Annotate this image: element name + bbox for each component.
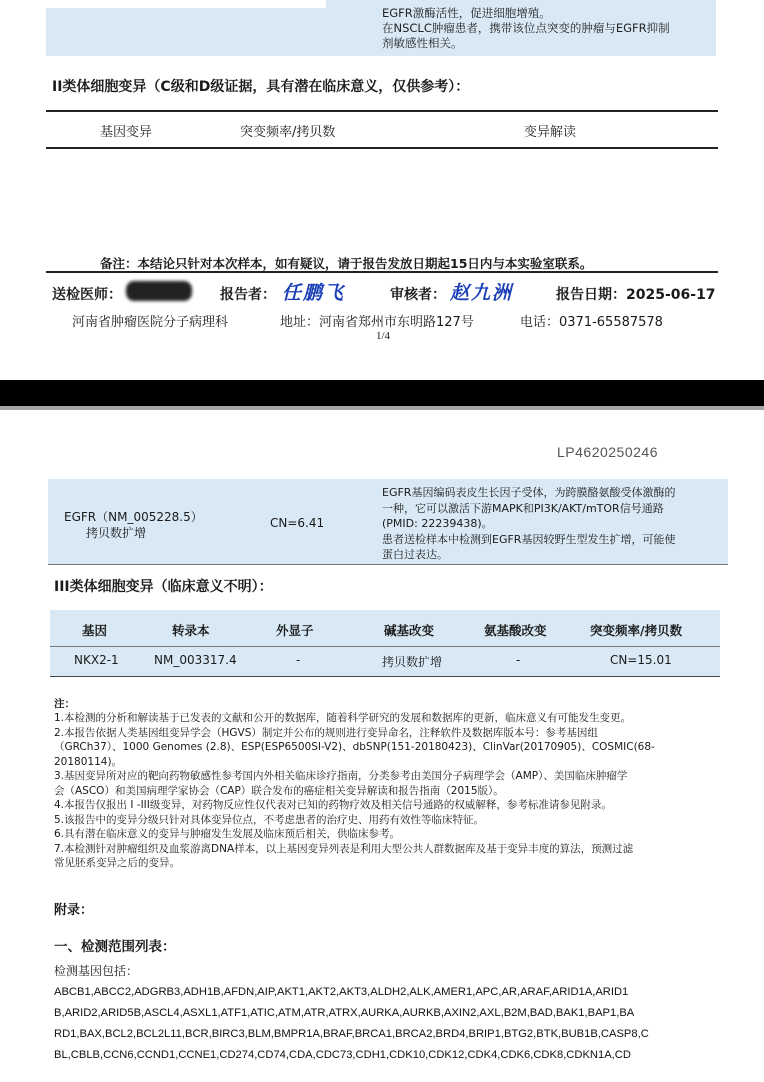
disclaimer: 备注：本结论只针对本次样本，如有疑议，请于报告发放日期起15日内与本实验室联系。 bbox=[100, 256, 593, 271]
list-title: 一、检测范围列表： bbox=[54, 939, 176, 955]
note-line: 2.本报告依据人类基因组变异学会（HGVS）制定并公布的规则进行变异命名，注释软件及数据库版本号：参考基因组 bbox=[54, 726, 598, 739]
section2-header-gene: 基因变异 bbox=[100, 125, 153, 140]
page-separator-shadow bbox=[0, 406, 764, 410]
note-line: 3.基因变异所对应的靶向药物敏感性参考国内外相关临床诊疗指南，分类参考由美国分子病理学会（AMP）、美国临床肿瘤学 bbox=[54, 770, 628, 782]
s3-cell-exon: - bbox=[296, 653, 301, 667]
signature-rule bbox=[46, 271, 718, 273]
section3-mid-rule bbox=[50, 646, 720, 647]
reviewer-signature: 赵九洲 bbox=[450, 282, 514, 304]
redacted-doctor-name bbox=[126, 281, 192, 301]
egfr-value: CN=6.41 bbox=[270, 516, 325, 530]
note-line: 4.本报告仅报出 I -III级变异，对药物反应性仅代表对已知的药物疗效及相关信号通路的权威解释，参考标准请参见附录。 bbox=[54, 799, 612, 811]
egfr-interp-line: 一种，它可以激活下游MAPK和PI3K/AKT/mTOR信号通路 bbox=[382, 501, 664, 515]
note-line: 20180114)。 bbox=[54, 755, 123, 768]
list-intro: 检测基因包括： bbox=[54, 964, 139, 978]
gene-list bbox=[54, 982, 734, 1066]
section3-title: III类体细胞变异（临床意义不明）： bbox=[54, 579, 273, 595]
gene-list-line: B,ARID2,ARID5B,ASCL4,ASXL1,ATF1,ATIC,ATM,ATR,ATRX,AURKA,AURKB,AXIN2,AXL,B2M,BAD,BAK1,BAP1,BA bbox=[54, 1007, 635, 1019]
doctor-label: 送检医师： bbox=[52, 287, 122, 303]
s3-header-base: 碱基改变 bbox=[384, 623, 435, 638]
section2-header-freq: 突变频率/拷贝数 bbox=[240, 125, 336, 140]
s3-header-aa: 氨基酸改变 bbox=[484, 623, 547, 638]
reporter-label: 报告者： bbox=[220, 287, 276, 303]
egfr-interp-line: (PMID: 22239438)。 bbox=[382, 517, 493, 530]
report-date: 报告日期：2025-06-17 bbox=[556, 287, 716, 303]
s3-header-freq: 突变频率/拷贝数 bbox=[590, 623, 683, 638]
note-line: 7.本检测针对肿瘤组织及血浆游离DNA样本，以上基因变异列表是利用大型公共人群数据库及基于变异丰度的算法，预测过滤 bbox=[54, 842, 634, 855]
section2-title: II类体细胞变异（C级和D级证据，具有潜在临床意义，仅供参考）： bbox=[52, 79, 470, 95]
s3-cell-gene: NKX2-1 bbox=[74, 653, 119, 667]
note-line: 6.具有潜在临床意义的变异与肿瘤发生发展及临床预后相关，供临床参考。 bbox=[54, 828, 401, 840]
top-box-line: 剂敏感性相关。 bbox=[382, 36, 463, 50]
top-box-text bbox=[382, 6, 712, 51]
section3-bottom-rule bbox=[50, 676, 720, 677]
note-line: 1.本检测的分析和解读基于已发表的文献和公开的数据库，随着科学研究的发展和数据库的更新，临床意义有可能发生变更。 bbox=[54, 712, 632, 724]
s3-cell-aa: - bbox=[516, 653, 521, 667]
egfr-row-bottom-rule bbox=[48, 564, 728, 565]
notes-title: 注： bbox=[54, 698, 75, 710]
egfr-interpretation bbox=[382, 485, 722, 563]
gene-list-line: RD1,BAX,BCL2,BCL2L11,BCR,BIRC3,BLM,BMPR1A,BRAF,BRCA1,BRCA2,BRD4,BRIP1,BTG2,BTK,BUB1B,CASP8,C bbox=[54, 1028, 649, 1040]
s3-cell-freq: CN=15.01 bbox=[610, 653, 672, 667]
top-box-white-strip bbox=[46, 0, 326, 8]
address: 地址：河南省郑州市东明路127号 bbox=[280, 315, 474, 330]
section2-top-rule bbox=[46, 110, 718, 112]
top-box-line: EGFR激酶活性，促进细胞增殖。 bbox=[382, 6, 551, 20]
page-number: 1/4 bbox=[376, 330, 391, 342]
reporter-signature: 任鹏飞 bbox=[282, 282, 346, 304]
egfr-interp-line: EGFR基因编码表皮生长因子受体，为跨膜酪氨酸受体激酶的 bbox=[382, 486, 676, 499]
note-line: 会（ASCO）和美国病理学家协会（CAP）联合发布的癌症相关变异解读和报告指南（2015版）。 bbox=[54, 784, 504, 797]
s3-header-transcript: 转录本 bbox=[172, 623, 210, 638]
reviewer-label: 审核者： bbox=[390, 287, 446, 303]
gene-list-line: BL,CBLB,CCN6,CCND1,CCNE1,CD274,CD74,CDA,CDC73,CDH1,CDK10,CDK12,CDK4,CDK6,CDK8,CDKN1A,CD bbox=[54, 1049, 631, 1061]
institution: 河南省肿瘤医院分子病理科 bbox=[72, 315, 229, 330]
note-line: 常见胚系变异之后的变异。 bbox=[54, 857, 180, 869]
section2-header-interp: 变异解读 bbox=[524, 125, 577, 140]
s3-header-exon: 外显子 bbox=[276, 623, 314, 638]
report-id: LP4620250246 bbox=[557, 444, 658, 460]
s3-header-gene: 基因 bbox=[82, 623, 108, 638]
egfr-gene: EGFR（NM_005228.5） bbox=[64, 510, 203, 524]
s3-cell-base: 拷贝数扩增 bbox=[382, 655, 443, 669]
s3-cell-transcript: NM_003317.4 bbox=[154, 653, 237, 667]
note-line: 5.该报告中的变异分级只针对具体变异位点，不考虑患者的治疗史、用药有效性等临床特征。 bbox=[54, 813, 485, 826]
top-box-line: 在NSCLC肿瘤患者，携带该位点突变的肿瘤与EGFR抑制 bbox=[382, 21, 670, 35]
section2-header-rule bbox=[46, 147, 718, 149]
egfr-variant: 拷贝数扩增 bbox=[86, 526, 147, 540]
phone: 电话：0371-65587578 bbox=[520, 315, 663, 330]
page-separator bbox=[0, 380, 764, 406]
notes-block bbox=[54, 711, 734, 871]
appendix-title: 附录： bbox=[54, 903, 94, 918]
egfr-interp-line: 患者送检样本中检测到EGFR基因较野生型发生扩增，可能使 bbox=[382, 532, 676, 546]
egfr-interp-line: 蛋白过表达。 bbox=[382, 548, 448, 561]
note-line: （GRCh37）、1000 Genomes (2.8)、ESP(ESP6500SI-V2)、dbSNP(151-20180423)、ClinVar(20170905)、COSMIC(68- bbox=[54, 741, 655, 753]
gene-list-line: ABCB1,ABCC2,ADGRB3,ADH1B,AFDN,AIP,AKT1,AKT2,AKT3,ALDH2,ALK,AMER1,APC,AR,ARAF,ARID1A,ARID1 bbox=[54, 986, 629, 998]
